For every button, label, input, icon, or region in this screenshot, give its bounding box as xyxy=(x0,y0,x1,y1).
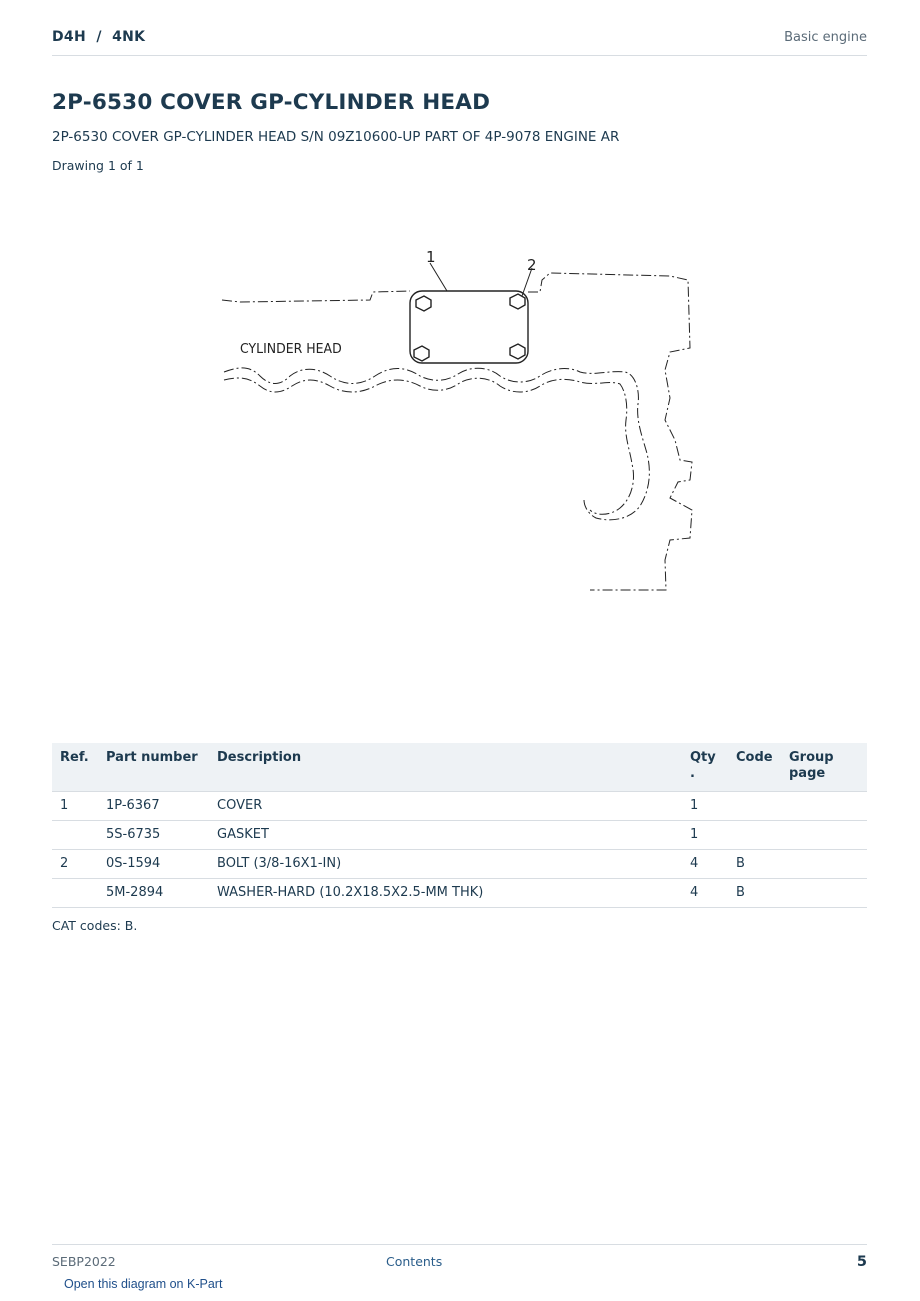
page-number: 5 xyxy=(856,1254,867,1270)
table-header-row xyxy=(52,743,867,792)
section-name: Basic engine xyxy=(784,30,867,45)
head-top-outline xyxy=(222,291,410,302)
parts-diagram xyxy=(200,180,720,710)
document-id: SEBP2022 xyxy=(52,1254,116,1269)
table-row xyxy=(52,879,867,908)
leader-line-1 xyxy=(430,263,492,291)
cell-group-page xyxy=(781,792,867,821)
callout-2: 2 xyxy=(527,256,537,274)
open-kpart-link[interactable]: Open this diagram on K-Part xyxy=(64,1277,223,1291)
gasket-wave-lower xyxy=(224,378,634,514)
cell-code: B xyxy=(728,879,781,908)
cell-ref: 2 xyxy=(52,850,98,879)
cell-description: BOLT (3/8-16X1-IN) xyxy=(209,850,682,879)
cell-group-page xyxy=(781,850,867,879)
table-row xyxy=(52,792,867,821)
parts-table xyxy=(52,743,867,908)
cell-code xyxy=(728,792,781,821)
head-top-outline-right xyxy=(528,273,692,590)
bolt-hex-bottom-left xyxy=(414,346,429,361)
cylinder-head-label: CYLINDER HEAD xyxy=(240,341,342,357)
contents-link[interactable]: Contents xyxy=(386,1254,443,1269)
cell-description: COVER xyxy=(209,792,682,821)
cell-part-number: 5S-6735 xyxy=(98,821,209,850)
cell-ref xyxy=(52,879,98,908)
cell-ref: 1 xyxy=(52,792,98,821)
breadcrumb: D4H / 4NK xyxy=(52,29,146,45)
page-title: 2P-6530 COVER GP-CYLINDER HEAD xyxy=(52,90,491,115)
cat-codes-note: CAT codes: B. xyxy=(52,918,138,933)
cell-qty: 4 xyxy=(682,850,728,879)
col-ref: Ref. xyxy=(52,743,98,792)
cell-qty: 4 xyxy=(682,879,728,908)
page-footer xyxy=(52,1244,867,1301)
bolt-hex-top-right xyxy=(510,294,525,309)
cell-part-number: 0S-1594 xyxy=(98,850,209,879)
callout-1: 1 xyxy=(426,248,436,266)
cell-code: B xyxy=(728,850,781,879)
table-row xyxy=(52,850,867,879)
cell-description: GASKET xyxy=(209,821,682,850)
drawing-counter: Drawing 1 of 1 xyxy=(52,158,144,173)
col-group-page: Group page xyxy=(781,743,867,792)
cell-part-number: 5M-2894 xyxy=(98,879,209,908)
cell-code xyxy=(728,821,781,850)
cell-description: WASHER-HARD (10.2X18.5X2.5-MM THK) xyxy=(209,879,682,908)
col-description: Description xyxy=(209,743,682,792)
cell-qty: 1 xyxy=(682,792,728,821)
cell-ref xyxy=(52,821,98,850)
col-part-number: Part number xyxy=(98,743,209,792)
bolt-hex-bottom-right xyxy=(510,344,525,359)
bolt-hex-top-left xyxy=(416,296,431,311)
page-header xyxy=(52,22,867,56)
cover-plate xyxy=(410,291,528,363)
cell-qty: 1 xyxy=(682,821,728,850)
page-subtitle: 2P-6530 COVER GP-CYLINDER HEAD S/N 09Z10600-UP PART OF 4P-9078 ENGINE AR xyxy=(52,129,620,145)
cell-part-number: 1P-6367 xyxy=(98,792,209,821)
cell-group-page xyxy=(781,821,867,850)
cell-group-page xyxy=(781,879,867,908)
col-code: Code xyxy=(728,743,781,792)
col-qty: Qty . xyxy=(682,743,728,792)
table-row xyxy=(52,821,867,850)
